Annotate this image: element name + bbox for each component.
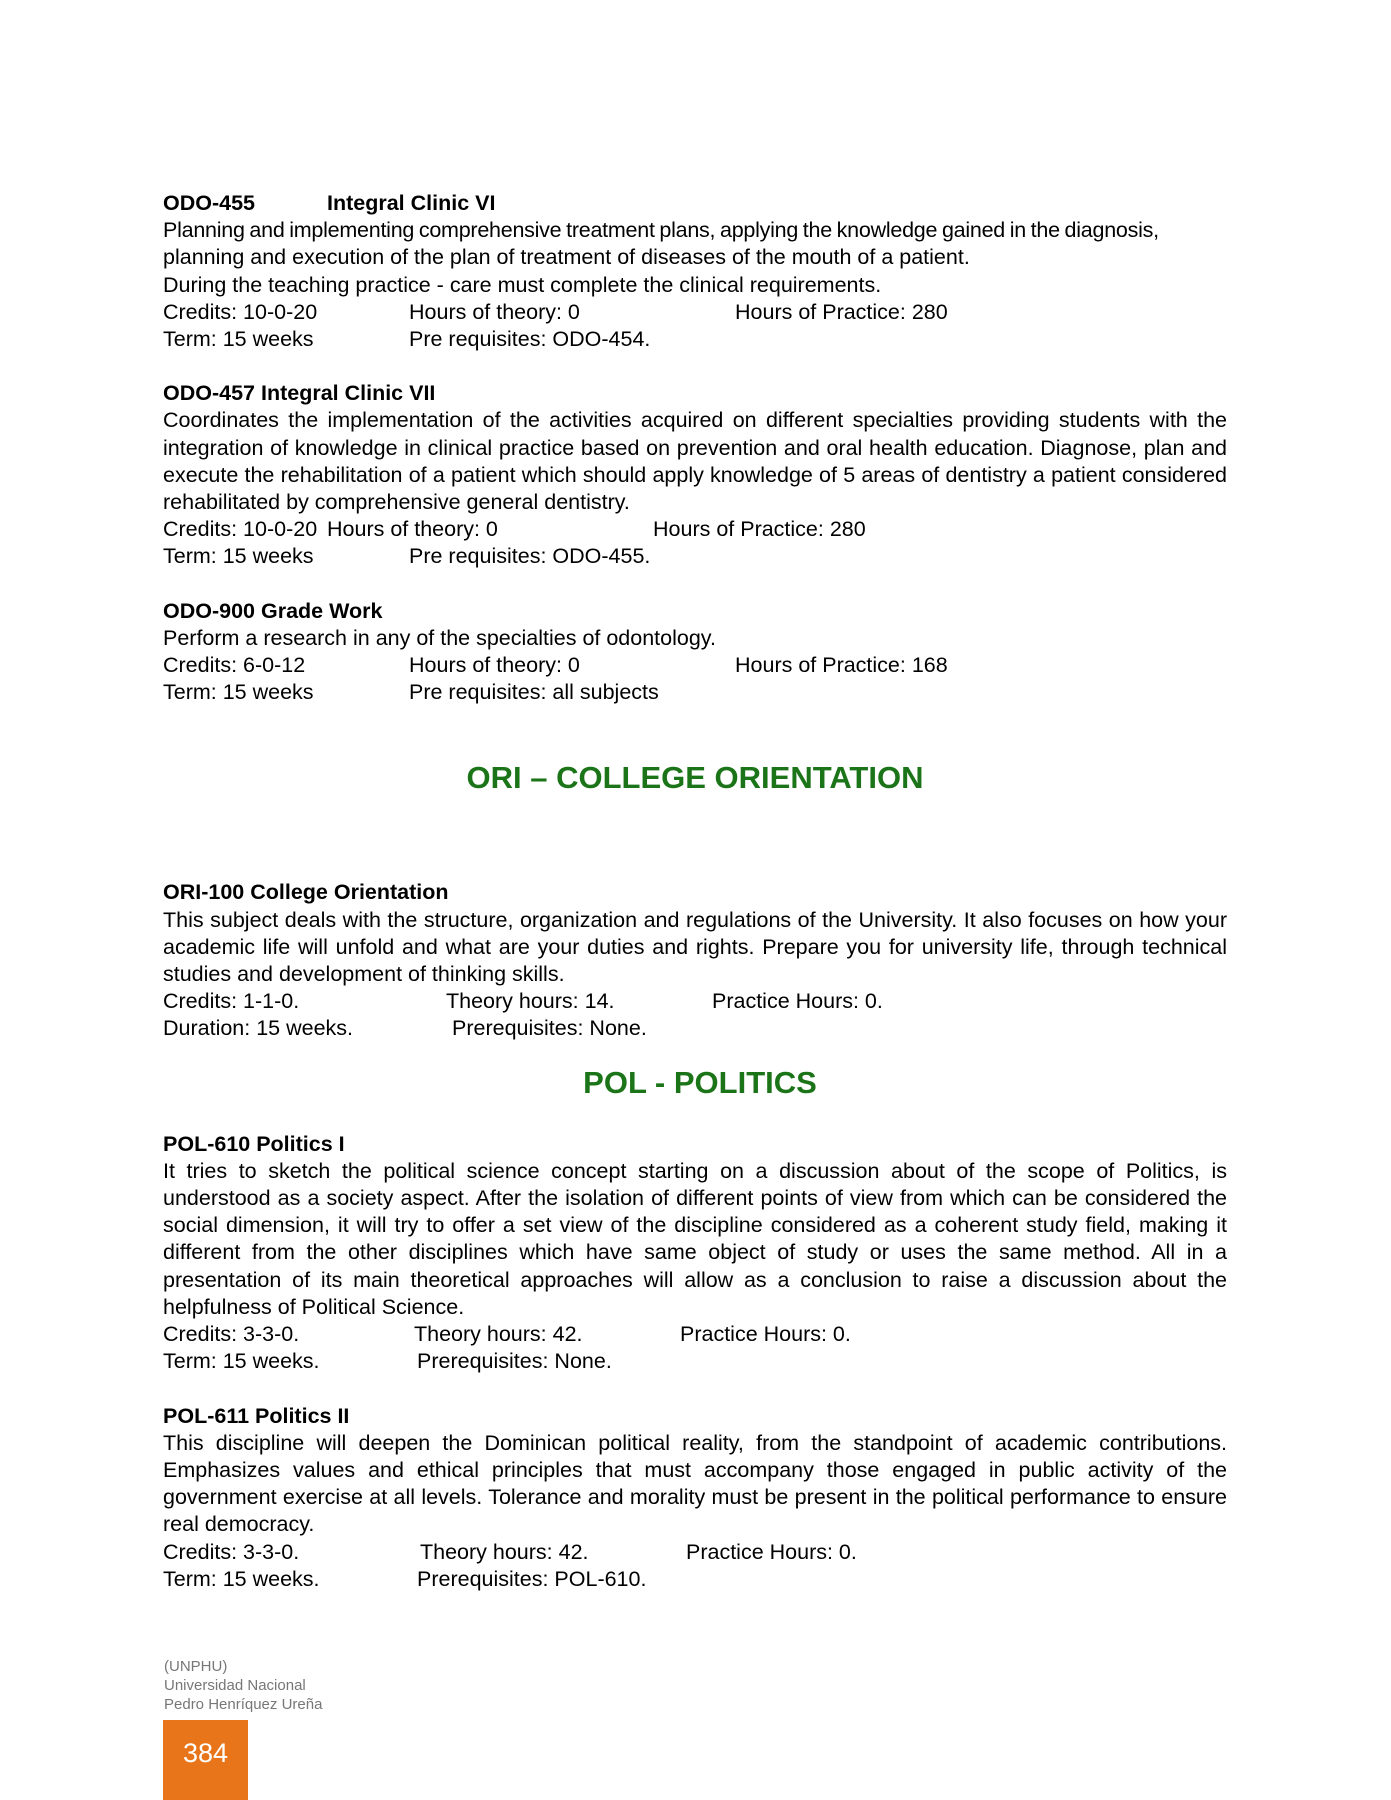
course-description: It tries to sketch the political science concept starting on a discussion about of the scope of Politics, is understood as a society aspect. After the isolation of different points of view from which can be considered the social dimension, it will try to offer a set view of the discipline considered as a coherent study field, making it different from the other disciplines which have same object of study or uses the same method. All in a presentation of its main theoretical approaches will allow as a conclusion to raise a discussion about the helpfulness of Political Science. [163,1158,1227,1319]
course-description: Perform a research in any of the specialties of odontology. [163,625,716,650]
course-term: Term: 15 weeks [163,327,314,352]
section-heading-ori: ORI – COLLEGE ORIENTATION [466,760,924,796]
description-line: Planning and implementing comprehensive treatment plans, applying the knowledge gained in the diagnosis, [163,218,1159,243]
course-hours-row [163,1321,1227,1348]
course-description [163,217,1227,299]
course-practice-hours: Practice Hours: 0. [712,989,883,1014]
course-title: Integral Clinic VI [327,191,496,215]
course-practice-hours: Hours of Practice: 168 [735,653,948,678]
course-theory-hours: Theory hours: 42. [420,1539,589,1564]
course-theory-hours: Hours of theory: 0 [409,653,580,678]
course-hours-row [163,516,1227,543]
course-prerequisites: Pre requisites: ODO-455. [409,544,651,569]
course-prerequisites: Prerequisites: POL-610. [417,1566,647,1591]
course-description: This discipline will deepen the Dominican political reality, from the standpoint of academic contributions. Emphasizes values and ethical principles that must accompany those engaged in public activity of the government exercise at all levels. Tolerance and morality must be present in the political performance to ensure real democracy. [163,1430,1227,1537]
course-term: Duration: 15 weeks. [163,1016,354,1041]
course-credits: Credits: 3-3-0. [163,1322,300,1347]
description-line: planning and execution of the plan of treatment of diseases of the mouth of a patient. [163,245,970,270]
course-heading [163,190,1227,217]
course-heading: ORI-100 College Orientation [163,880,449,905]
course-credits: Credits: 1-1-0. [163,989,300,1014]
course-practice-hours: Practice Hours: 0. [686,1539,857,1564]
course-term: Term: 15 weeks. [163,1349,320,1374]
course-hours-row [163,1539,1227,1566]
course-practice-hours: Hours of Practice: 280 [653,517,866,542]
course-term: Term: 15 weeks. [163,1566,320,1591]
course-odo-455 [163,190,1227,353]
course-ori-100 [163,879,1227,1042]
footer-institution [164,1657,322,1714]
course-code: ODO-455 [163,191,256,215]
course-term: Term: 15 weeks [163,544,314,569]
footer-line: Universidad Nacional [164,1677,306,1694]
course-prerequisites: Prerequisites: None. [452,1016,647,1041]
course-theory-hours: Hours of theory: 0 [409,299,580,324]
section-heading-pol: POL - POLITICS [583,1064,817,1100]
course-hours-row [163,652,1227,679]
course-term-row [163,543,1227,570]
course-term-row [163,1348,1227,1375]
course-credits: Credits: 10-0-20 [163,299,318,324]
course-theory-hours: Theory hours: 42. [414,1322,583,1347]
course-hours-row [163,988,1227,1015]
course-odo-457 [163,380,1227,570]
course-description: Coordinates the implementation of the activities acquired on different specialties providing students with the integration of knowledge in clinical practice based on prevention and oral health education. Diagnose, plan and execute the rehabilitation of a patient which should apply knowledge of 5 areas of dentistry a patient considered rehabilitated by comprehensive general dentistry. [163,408,1227,515]
course-term-row [163,1566,1227,1593]
page-number-box [163,1720,248,1800]
course-prerequisites: Pre requisites: ODO-454. [409,327,651,352]
course-theory-hours: Hours of theory: 0 [327,517,498,542]
course-credits: Credits: 3-3-0. [163,1539,300,1564]
course-heading: ODO-900 Grade Work [163,598,383,623]
course-heading: POL-610 Politics I [163,1131,345,1156]
course-credits: Credits: 6-0-12 [163,653,306,678]
course-credits: Credits: 10-0-20 [163,517,318,542]
course-prerequisites: Prerequisites: None. [417,1349,612,1374]
course-description: This subject deals with the structure, organization and regulations of the University. It also focuses on how your academic life will unfold and what are your duties and rights. Prepare you for university life, through technical studies and development of thinking skills. [163,907,1227,987]
description-line: During the teaching practice - care must complete the clinical requirements. [163,272,882,297]
course-term-row [163,1015,1227,1042]
course-theory-hours: Theory hours: 14. [446,989,615,1014]
footer-line: Pedro Henríquez Ureña [164,1696,323,1713]
course-practice-hours: Hours of Practice: 280 [735,299,948,324]
course-odo-900 [163,598,1227,707]
course-term: Term: 15 weeks [163,680,314,705]
course-term-row [163,679,1227,706]
course-heading: POL-611 Politics II [163,1403,350,1428]
course-practice-hours: Practice Hours: 0. [680,1322,851,1347]
page-number: 384 [182,1738,229,1769]
course-pol-611 [163,1403,1227,1593]
course-pol-610 [163,1131,1227,1376]
footer-line: (UNPHU) [164,1658,228,1675]
document-page [163,190,1227,1593]
course-hours-row [163,299,1227,326]
course-heading: ODO-457 Integral Clinic VII [163,381,436,406]
course-prerequisites: Pre requisites: all subjects [409,680,659,705]
course-term-row [163,326,1227,353]
